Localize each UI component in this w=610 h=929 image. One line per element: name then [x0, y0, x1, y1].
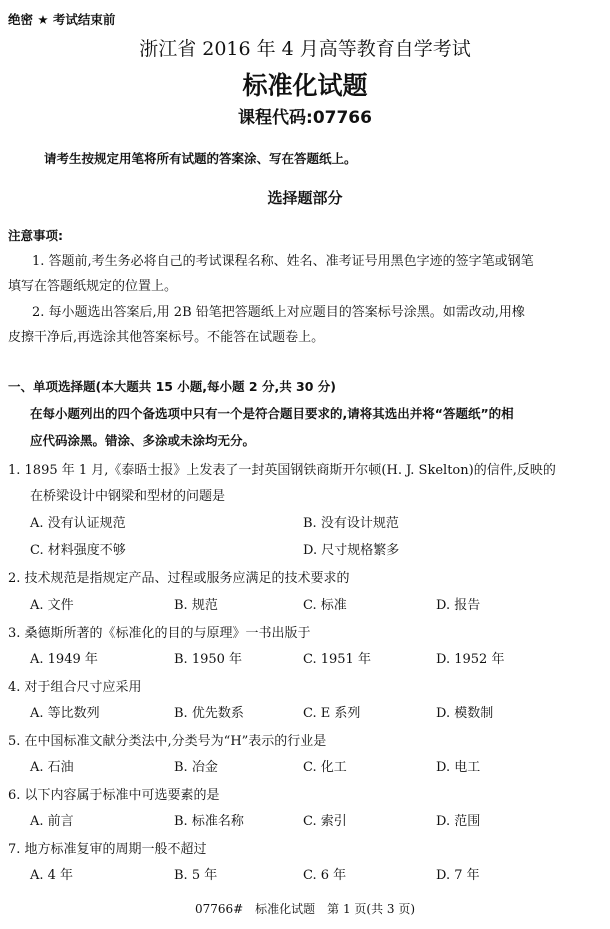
question-1-option-a: A. 没有认证规范 — [30, 516, 126, 531]
question-1-option-b: B. 没有设计规范 — [303, 516, 399, 531]
question-6-option-b: B. 标准名称 — [174, 814, 244, 829]
question-3-stem: 3. 桑德斯所著的《标准化的目的与原理》一书出版于 — [8, 626, 311, 641]
question-1-option-d: D. 尺寸规格繁多 — [303, 543, 400, 558]
question-7-options — [30, 864, 600, 882]
question-5-option-d: D. 电工 — [436, 760, 481, 775]
page-footer: 07766# 标准化试题 第 1 页(共 3 页) — [194, 902, 416, 916]
question-5-options — [30, 756, 600, 774]
course-code: 课程代码:07766 — [238, 108, 372, 128]
question-4-options — [30, 702, 600, 720]
question-3-option-b: B. 1950 年 — [174, 652, 243, 667]
notes-heading: 注意事项: — [8, 228, 63, 243]
question-5-option-c: C. 化工 — [303, 760, 347, 775]
question-6-option-c: C. 索引 — [303, 814, 347, 829]
question-1-option-c: C. 材料强度不够 — [30, 543, 126, 558]
question-1-options-row-1 — [30, 512, 600, 530]
question-7-option-b: B. 5 年 — [174, 868, 218, 883]
question-4-option-c: C. E 系列 — [303, 706, 361, 721]
question-2-option-d: D. 报告 — [436, 598, 481, 613]
question-2-option-b: B. 规范 — [174, 598, 218, 613]
answer-instruction: 请考生按规定用笔将所有试题的答案涂、写在答题纸上。 — [44, 151, 357, 166]
section-desc-line-1: 在每小题列出的四个备选项中只有一个是符合题目要求的,请将其选出并将“答题纸”的相 — [30, 406, 514, 421]
question-5-stem: 5. 在中国标准文献分类法中,分类号为“H”表示的行业是 — [8, 734, 327, 749]
note-2-line-1: 2. 每小题选出答案后,用 2B 铅笔把答题纸上对应题目的答案标号涂黑。如需改动,用橡 — [32, 305, 525, 320]
part-title: 选择题部分 — [267, 189, 343, 207]
question-1-options-row-2 — [30, 539, 600, 557]
question-3-option-d: D. 1952 年 — [436, 652, 505, 667]
exam-title: 浙江省 2016 年 4 月高等教育自学考试 — [139, 38, 471, 60]
question-4-option-b: B. 优先数系 — [174, 706, 244, 721]
section-title: 一、单项选择题(本大题共 15 小题,每小题 2 分,共 30 分) — [8, 379, 337, 394]
section-desc-line-2: 应代码涂黑。错涂、多涂或未涂均无分。 — [30, 433, 256, 448]
question-3-option-a: A. 1949 年 — [30, 652, 98, 667]
question-7-option-a: A. 4 年 — [30, 868, 74, 883]
question-1-stem: 1. 1895 年 1 月,《泰晤士报》上发表了一封英国钢铁商斯开尔顿(H. J. Skelton)的信件,反映的 — [8, 463, 556, 478]
question-3-option-c: C. 1951 年 — [303, 652, 371, 667]
question-4-option-d: D. 模数制 — [436, 706, 494, 721]
question-4-option-a: A. 等比数列 — [30, 706, 100, 721]
question-4-stem: 4. 对于组合尺寸应采用 — [8, 680, 142, 695]
question-2-stem: 2. 技术规范是指规定产品、过程或服务应满足的技术要求的 — [8, 571, 350, 586]
question-3-options — [30, 648, 600, 666]
question-6-stem: 6. 以下内容属于标准中可选要素的是 — [8, 788, 220, 803]
note-1-line-1: 1. 答题前,考生务必将自己的考试课程名称、姓名、准考证号用黑色字迹的签字笔或钢笔 — [32, 254, 534, 269]
question-5-option-b: B. 冶金 — [174, 760, 218, 775]
subject-title: 标准化试题 — [242, 71, 368, 100]
question-5-option-a: A. 石油 — [30, 760, 74, 775]
question-6-option-a: A. 前言 — [30, 814, 74, 829]
question-2-options — [30, 594, 600, 612]
note-1-line-2: 填写在答题纸规定的位置上。 — [8, 279, 178, 294]
question-6-options — [30, 810, 600, 828]
question-2-option-c: C. 标准 — [303, 598, 347, 613]
question-6-option-d: D. 范围 — [436, 814, 481, 829]
question-7-option-c: C. 6 年 — [303, 868, 347, 883]
secrecy-label: 绝密 ★ 考试结束前 — [8, 12, 116, 27]
question-7-stem: 7. 地方标准复审的周期一般不超过 — [8, 842, 207, 857]
question-7-option-d: D. 7 年 — [436, 868, 480, 883]
question-2-option-a: A. 文件 — [30, 598, 74, 613]
note-2-line-2: 皮擦干净后,再选涂其他答案标号。不能答在试题卷上。 — [8, 330, 325, 345]
question-1-stem-cont: 在桥梁设计中钢梁和型材的问题是 — [30, 489, 226, 504]
